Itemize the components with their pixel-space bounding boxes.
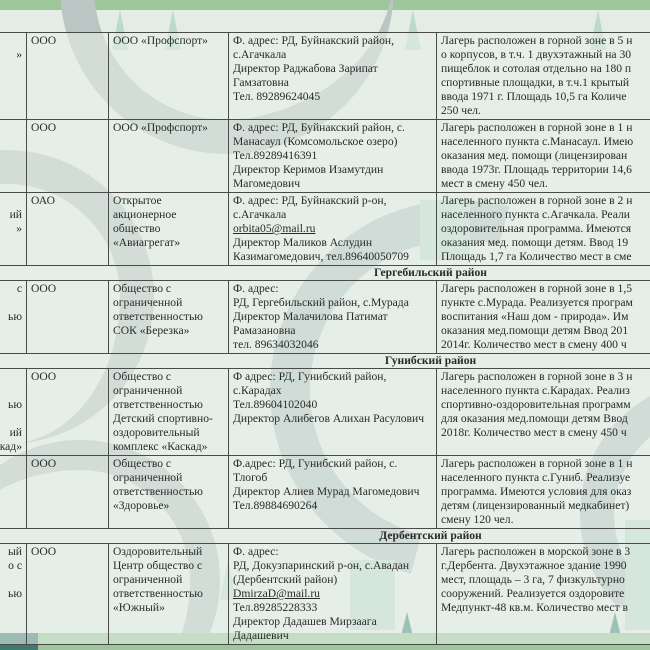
description-line: Лагерь расположен в горной зоне в 1 н (441, 457, 633, 470)
contacts-cell (229, 33, 437, 120)
description-line: 2018г. Количество мест в смену 450 ч (441, 426, 627, 439)
description-line: спортивные площадки, в т.ч.1 крытый (441, 76, 630, 89)
organization-line: ответственностью (113, 310, 203, 323)
director-line: Гамзатовна (233, 76, 289, 89)
description-line: Лагерь расположен в горной зоне в 2 н (441, 194, 633, 207)
camps-table-body (0, 33, 650, 645)
organization-line: ответственностью (113, 485, 203, 498)
organization-line: ограниченной (113, 384, 183, 397)
organization-cell (109, 120, 229, 193)
contacts-cell (229, 456, 437, 529)
organization-line: Центр общество с (113, 559, 203, 572)
ownership-form-cell (27, 544, 109, 645)
director-line: Казимагомедович, тел.89640050709 (233, 250, 409, 263)
director-line: Директор Керимов Изамутдин (233, 163, 384, 176)
camp-name-line (0, 370, 22, 384)
organization-line: оздоровительный (113, 426, 200, 439)
description-cell (437, 281, 650, 354)
table-row (0, 33, 650, 120)
address-line: Ф адрес: РД, Гунибский район, (233, 370, 387, 383)
ownership-form-cell (27, 120, 109, 193)
description-line: ввода 1973г. Площадь территории 14,6 (441, 163, 632, 176)
description-line: г.Дербента. Двухэтажное здание 1990 (441, 559, 627, 572)
address-line: Ф. адрес: РД, Буйнакский р-он, (233, 194, 387, 207)
address-line: Манасаул (Комсомольское озеро) (233, 135, 398, 148)
description-line: воспитания «Наш дом - природа». Им (441, 310, 629, 323)
organization-line: Детский спортивно- (113, 412, 213, 425)
camp-name-line: с (16, 282, 22, 295)
director-line: Директор Дадашев Мирзаага (233, 615, 377, 628)
camp-name-line: ий (9, 426, 22, 439)
description-line: мест, площадь – 3 га, 7 физкультурно (441, 573, 625, 586)
organization-line: акционерное (113, 208, 177, 221)
ownership-form-cell (27, 369, 109, 456)
ownership-form: ООО (31, 370, 57, 383)
organization-line: общество (113, 222, 161, 235)
region-header: Гунибский район (0, 354, 650, 369)
description-line: спортивно-оздоровительная программ (441, 398, 631, 411)
address-line: Ф. адрес: РД, Буйнакский район, (233, 34, 394, 47)
director-line: Директор Раджабова Зарипат (233, 62, 378, 75)
camp-name-line (0, 384, 22, 398)
region-header-row (0, 354, 650, 369)
camp-name-cell (0, 33, 27, 120)
address-line: РД, Гергебильский район, с.Мурада (233, 296, 409, 309)
director-line: Директор Алибегов Алихан Расулович (233, 412, 425, 425)
description-line: для оказания мед.помощи детям Ввод (441, 412, 628, 425)
camp-name-line: » (16, 48, 22, 61)
camp-name-cell (0, 544, 27, 645)
camp-name-cell (0, 281, 27, 354)
organization-cell (109, 456, 229, 529)
contacts-cell (229, 369, 437, 456)
camp-name-line: ый (8, 545, 22, 558)
address-line: Ф. адрес: РД, Буйнакский район, с. (233, 121, 405, 134)
camp-name-line (0, 296, 22, 310)
organization-line: комплекс «Каскад» (113, 440, 208, 453)
ownership-form: ООО (31, 545, 57, 558)
organization-line: «Южный» (113, 601, 165, 614)
description-cell (437, 369, 650, 456)
director-line: Директор Алиев Мурад Магомедович (233, 485, 420, 498)
description-line: оказания мед. помощи детям. Ввод 19 (441, 236, 629, 249)
description-line: населенного пункта с.Агачкала. Реали (441, 208, 630, 221)
address-line: РД, Докузпаринский р-он, с.Авадан (233, 559, 410, 572)
director-line: Директор Маликов Аслудин (233, 236, 373, 249)
organization-line: ответственностью (113, 398, 203, 411)
description-line: пищеблок и сотолая отдельно на 180 п (441, 62, 632, 75)
description-line: ввода 1971 г. Площадь 10,5 га Количе (441, 90, 627, 103)
ownership-form: ООО (31, 121, 57, 134)
contacts-cell (229, 281, 437, 354)
table-row (0, 544, 650, 645)
description-cell (437, 544, 650, 645)
description-line: Лагерь расположен в горной зоне в 1 н (441, 121, 633, 134)
description-line: сооружений. Реализуется оздоровите (441, 587, 625, 600)
ownership-form: ООО (31, 34, 57, 47)
table-row (0, 281, 650, 354)
organization-line: ограниченной (113, 573, 183, 586)
description-line: Лагерь расположен в горной зоне в 3 н (441, 370, 633, 383)
phone-line: Тел.89285228333 (233, 601, 318, 614)
description-line: мест в смену 450 чел. (441, 177, 548, 190)
description-cell (437, 33, 650, 120)
organization-cell (109, 369, 229, 456)
description-line: Медпункт-48 кв.м. Количество мест в (441, 601, 629, 614)
organization-line: СОК «Березка» (113, 324, 190, 337)
table-row (0, 369, 650, 456)
description-line: смену 120 чел. (441, 513, 514, 526)
phone-line: Тел.89884690264 (233, 499, 318, 512)
organization-line: ответственностью (113, 587, 203, 600)
camp-name-cell (0, 120, 27, 193)
ownership-form-cell (27, 33, 109, 120)
description-line: о корпусов, в т.ч. 1 двухэтажный на 30 (441, 48, 632, 61)
organization-cell (109, 193, 229, 266)
region-header: Дербентский район (0, 529, 650, 544)
organization-line: ООО «Профспорт» (113, 34, 208, 47)
ownership-form-cell (27, 193, 109, 266)
camp-name-cell (0, 369, 27, 456)
address-line: с.Агачкала (233, 208, 287, 221)
camp-name-line: ий (9, 208, 22, 221)
address-line: с.Карадах (233, 384, 282, 397)
table-row (0, 193, 650, 266)
director-line: Магомедович (233, 177, 301, 190)
email-link[interactable]: DmirzaD@mail.ru (233, 587, 320, 600)
camp-name-cell (0, 456, 27, 529)
camp-name-cell (0, 193, 27, 266)
organization-line: Оздоровительный (113, 545, 203, 558)
description-line: 250 чел. (441, 104, 481, 117)
organization-cell (109, 544, 229, 645)
organization-line: Общество с (113, 457, 172, 470)
description-cell (437, 456, 650, 529)
organization-line: «Здоровье» (113, 499, 170, 512)
description-cell (437, 120, 650, 193)
organization-line: «Авиагрегат» (113, 236, 181, 249)
email-link[interactable]: orbita05@mail.ru (233, 222, 316, 235)
phone-line: Тел.89289416391 (233, 149, 318, 162)
phone-line: Тел.89604102040 (233, 398, 318, 411)
director-line: Дадашевич (233, 629, 289, 642)
contacts-cell (229, 120, 437, 193)
ownership-form: ООО (31, 457, 57, 470)
description-line: оказания мед. помощи (лицензирован (441, 149, 628, 162)
description-line: Лагерь расположен в горной зоне в 5 н (441, 34, 633, 47)
description-line: Лагерь расположен в горной зоне в 1,5 (441, 282, 633, 295)
camp-name-line: ью (8, 310, 22, 323)
address-line: (Дербентский район) (233, 573, 338, 586)
table-row (0, 120, 650, 193)
address-line: Ф.адрес: РД, Гунибский район, с. (233, 457, 398, 470)
description-line: населенного пункта с.Карадах. Реализ (441, 384, 630, 397)
region-header-row (0, 266, 650, 281)
organization-line: Открытое (113, 194, 162, 207)
address-line: Тлогоб (233, 471, 268, 484)
ownership-form-cell (27, 281, 109, 354)
organization-cell (109, 33, 229, 120)
organization-line: Общество с (113, 282, 172, 295)
description-line: оздоровительная программа. Имеются (441, 222, 632, 235)
organization-cell (109, 281, 229, 354)
phone-line: тел. 89634032046 (233, 338, 319, 351)
description-line: детям (лицензированный медкабинет) (441, 499, 630, 512)
camp-name-line (0, 194, 22, 208)
address-line: Ф. адрес: (233, 282, 279, 295)
director-line: Рамазановна (233, 324, 296, 337)
description-line: Площадь 1,7 га Количество мест в сме (441, 250, 632, 263)
description-line: населенного пункта с.Манасаул. Имею (441, 135, 634, 148)
ownership-form-cell (27, 456, 109, 529)
camp-name-line: кад» (0, 440, 22, 453)
description-line: оказания мед.помощи детям Ввод 201 (441, 324, 629, 337)
camp-name-line: » (16, 222, 22, 235)
director-line: Директор Малачилова Патимат (233, 310, 388, 323)
organization-line: ограниченной (113, 471, 183, 484)
camp-name-line: о с (8, 559, 22, 572)
camp-name-line (0, 34, 22, 48)
description-cell (437, 193, 650, 266)
address-line: Ф. адрес: (233, 545, 279, 558)
table-row (0, 456, 650, 529)
document-table-wrapper (0, 32, 650, 645)
contacts-cell (229, 193, 437, 266)
camp-name-line: ью (8, 587, 22, 600)
address-line: с.Агачкала (233, 48, 287, 61)
organization-line: ООО «Профспорт» (113, 121, 208, 134)
contacts-cell (229, 544, 437, 645)
ownership-form: ООО (31, 282, 57, 295)
region-header: Гергебильский район (0, 266, 650, 281)
organization-line: ограниченной (113, 296, 183, 309)
camp-name-line (0, 412, 22, 426)
organization-line: Общество с (113, 370, 172, 383)
phone-line: Тел. 89289624045 (233, 90, 321, 103)
ownership-form: ОАО (31, 194, 55, 207)
camp-name-line (0, 573, 22, 587)
camps-table (0, 32, 650, 645)
region-header-row (0, 529, 650, 544)
description-line: программа. Имеются условия для оказ (441, 485, 632, 498)
description-line: 2014г. Количество мест в смену 400 ч (441, 338, 627, 351)
description-line: Лагерь расположен в морской зоне в 3 (441, 545, 631, 558)
camp-name-line: ью (8, 398, 22, 411)
description-line: пункте с.Мурада. Реализуется програм (441, 296, 633, 309)
description-line: населенного пункта с.Гуниб. Реализуе (441, 471, 631, 484)
